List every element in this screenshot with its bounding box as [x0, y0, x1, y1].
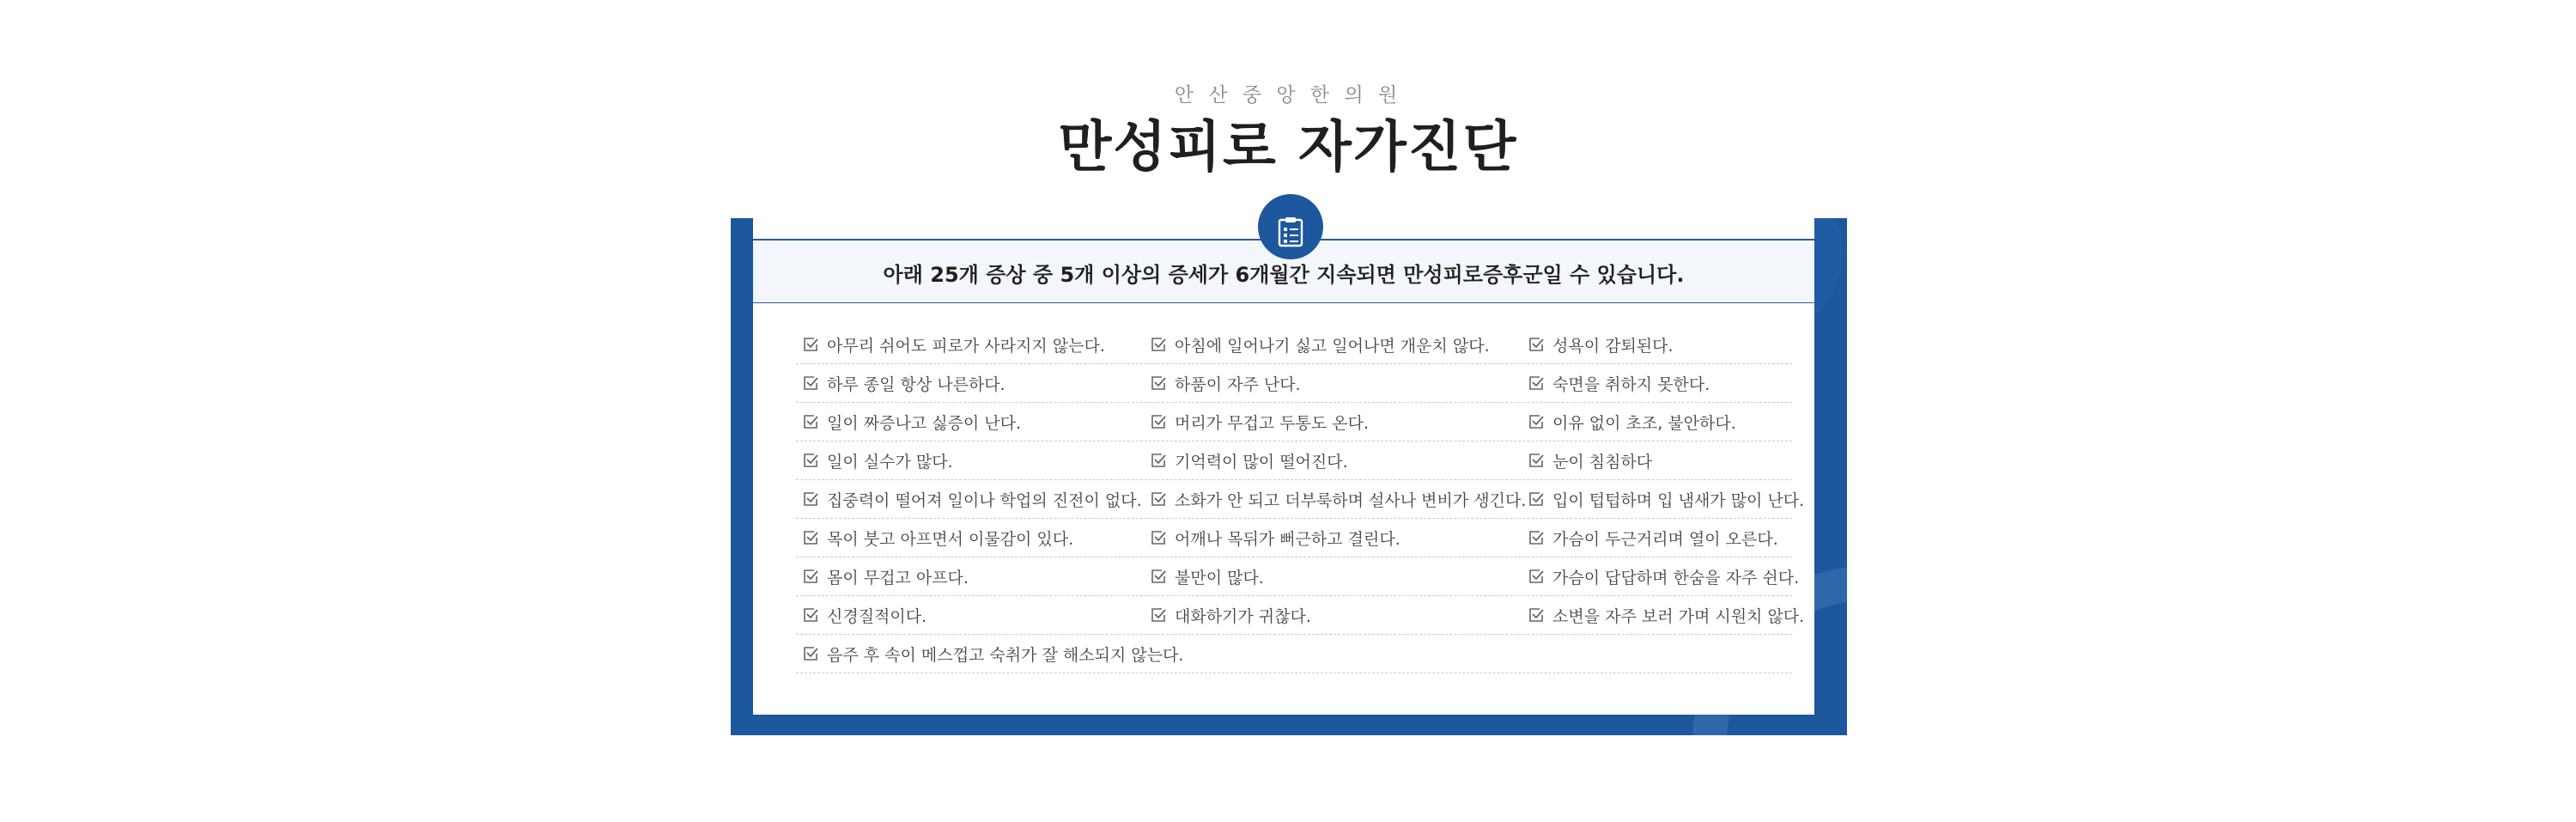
- symptom-item: [1144, 411, 1522, 434]
- symptom-item: [796, 604, 1144, 627]
- checkbox-check-icon: [1151, 607, 1166, 623]
- symptom-item: [796, 372, 1144, 395]
- symptom-item: [1522, 488, 1805, 511]
- symptom-item: [1144, 333, 1522, 356]
- symptom-text: 목이 붓고 아프면서 이물감이 있다.: [827, 529, 1074, 549]
- symptom-text: 일이 실수가 많다.: [827, 452, 953, 472]
- symptom-item: [1144, 565, 1522, 588]
- symptom-text: 어깨나 목뒤가 뻐근하고 결린다.: [1175, 529, 1400, 549]
- symptom-text: 하루 종일 항상 나른하다.: [827, 374, 1005, 394]
- symptom-item: [1144, 488, 1527, 511]
- checkbox-check-icon: [803, 607, 818, 623]
- symptom-item: [796, 565, 1144, 588]
- checkbox-check-icon: [1528, 491, 1544, 507]
- checkbox-check-icon: [1151, 569, 1166, 584]
- checkbox-check-icon: [1151, 375, 1166, 391]
- symptom-item: [1522, 449, 1792, 472]
- checkbox-check-icon: [803, 453, 818, 468]
- checkbox-check-icon: [1151, 530, 1166, 545]
- checkbox-check-icon: [1151, 337, 1166, 352]
- symptom-text: 하품이 자주 난다.: [1175, 374, 1301, 394]
- symptom-text: 가슴이 두근거리며 열이 오른다.: [1552, 529, 1778, 549]
- symptom-item: [796, 488, 1144, 511]
- checkbox-check-icon: [803, 646, 818, 661]
- checklist-row: [796, 403, 1792, 441]
- symptom-item: [1144, 372, 1522, 395]
- symptom-item: [796, 411, 1144, 434]
- checkbox-check-icon: [1151, 414, 1166, 429]
- symptom-item: [1522, 411, 1792, 434]
- symptom-text: 기억력이 많이 떨어진다.: [1175, 452, 1348, 472]
- symptom-item: [1144, 449, 1522, 472]
- symptom-text: 가슴이 답답하며 한숨을 자주 쉰다.: [1552, 568, 1800, 588]
- checkbox-check-icon: [1528, 375, 1544, 391]
- symptom-text: 아침에 일어나기 싫고 일어나면 개운치 않다.: [1175, 336, 1490, 356]
- symptom-text: 일이 짜증나고 싫증이 난다.: [827, 413, 1022, 433]
- symptom-item: [1522, 333, 1792, 356]
- symptom-item: [1144, 604, 1522, 627]
- checkbox-check-icon: [803, 414, 818, 429]
- checklist-row: [796, 326, 1792, 364]
- clinic-name: 안 산 중 앙 한 의 원: [1174, 84, 1402, 107]
- symptom-text: 입이 텁텁하며 입 냄새가 많이 난다.: [1552, 490, 1805, 510]
- symptom-text: 몸이 무겁고 아프다.: [827, 568, 969, 588]
- checkbox-check-icon: [803, 530, 818, 545]
- checkbox-check-icon: [1151, 491, 1166, 507]
- checkbox-check-icon: [1528, 414, 1544, 429]
- symptom-text: 머리가 무겁고 두통도 온다.: [1175, 413, 1370, 433]
- symptom-text: 아무리 쉬어도 피로가 사라지지 않는다.: [827, 336, 1105, 356]
- clipboard-checklist-icon: [1276, 216, 1305, 247]
- checklist-row: [796, 364, 1792, 403]
- symptom-text: 눈이 침침하다: [1552, 452, 1653, 472]
- symptom-item: [1522, 527, 1792, 550]
- symptom-text: 신경질적이다.: [827, 606, 927, 626]
- checkbox-check-icon: [803, 569, 818, 584]
- checkbox-check-icon: [803, 491, 818, 507]
- checkbox-check-icon: [1528, 530, 1544, 545]
- page-title: 만성피로 자가진단: [1058, 116, 1518, 180]
- symptom-text: 소변을 자주 보러 가며 시원치 않다.: [1552, 606, 1805, 626]
- checklist-row: [796, 519, 1792, 557]
- symptom-item: [1144, 527, 1522, 550]
- symptom-item: [796, 449, 1144, 472]
- checkbox-check-icon: [803, 337, 818, 352]
- checklist-row: [796, 441, 1792, 480]
- checkbox-check-icon: [1528, 569, 1544, 584]
- checklist-row: [796, 635, 1792, 673]
- symptom-list: [796, 326, 1805, 673]
- symptom-item: [796, 527, 1144, 550]
- symptom-item: [796, 333, 1144, 356]
- symptom-text: 집중력이 떨어져 일이나 학업의 진전이 없다.: [827, 490, 1142, 510]
- symptom-text: 이유 없이 초조, 불안하다.: [1552, 413, 1736, 433]
- symptom-item: [1522, 372, 1792, 395]
- checkbox-check-icon: [1528, 337, 1544, 352]
- symptom-text: 소화가 안 되고 더부룩하며 설사나 변비가 생긴다.: [1175, 490, 1527, 510]
- checkbox-check-icon: [1151, 453, 1166, 468]
- symptom-item: [1522, 565, 1800, 588]
- checkbox-check-icon: [1528, 607, 1544, 623]
- symptom-item: [796, 642, 1184, 666]
- checklist-row: [796, 480, 1805, 519]
- checkbox-check-icon: [803, 375, 818, 391]
- checklist-row: [796, 557, 1800, 596]
- checkbox-check-icon: [1528, 453, 1544, 468]
- symptom-text: 대화하기가 귀찮다.: [1175, 606, 1311, 626]
- checklist-heading: 아래 25개 증상 중 5개 이상의 증세가 6개월간 지속되면 만성피로증후군일 수 있습니다.: [883, 263, 1685, 287]
- symptom-item: [1522, 604, 1805, 627]
- symptom-text: 불만이 많다.: [1175, 568, 1264, 588]
- symptom-text: 성욕이 감퇴된다.: [1552, 336, 1674, 356]
- symptom-text: 음주 후 속이 메스껍고 숙취가 잘 해소되지 않는다.: [827, 645, 1184, 665]
- checklist-row: [796, 596, 1805, 635]
- symptom-text: 숙면을 취하지 못한다.: [1552, 374, 1710, 394]
